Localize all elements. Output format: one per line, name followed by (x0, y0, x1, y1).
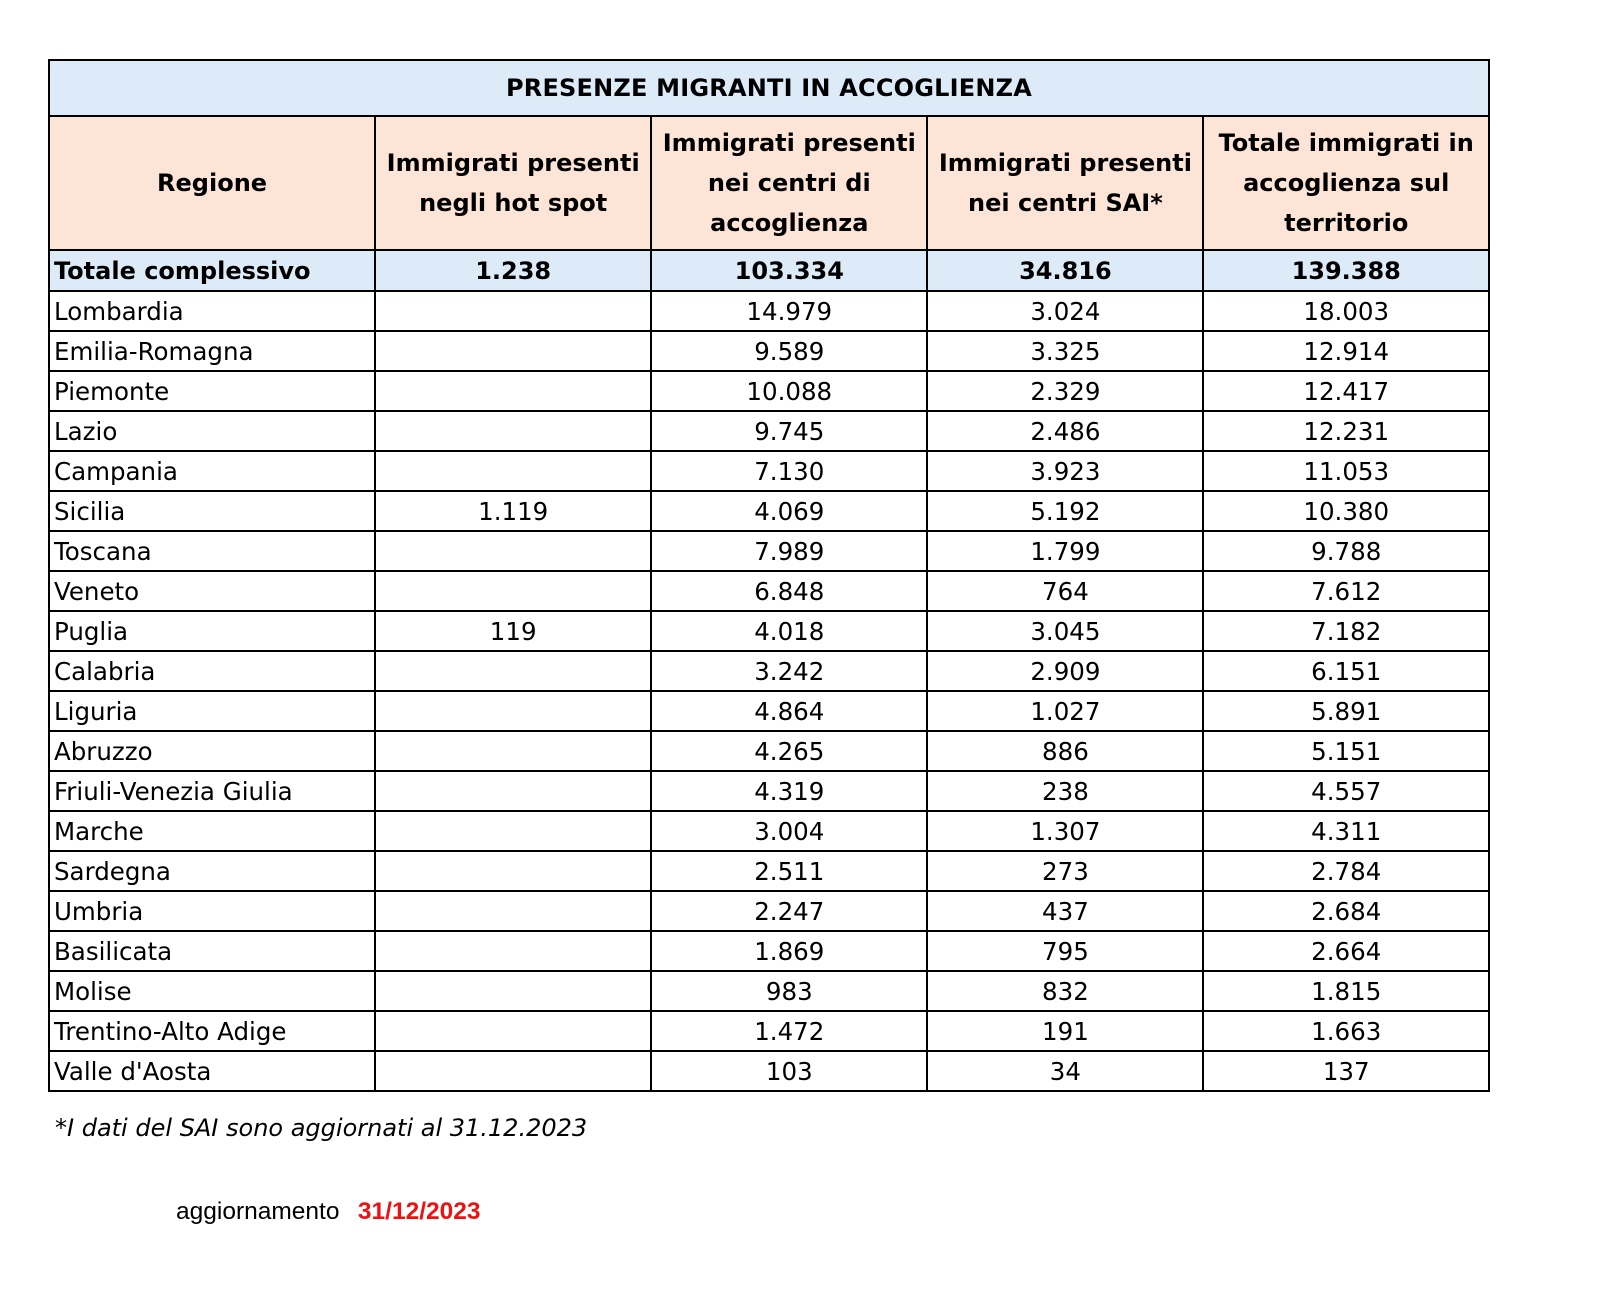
cell-hotspot (375, 971, 651, 1011)
total-hotspot: 1.238 (375, 250, 651, 291)
cell-totale: 1.815 (1203, 971, 1489, 1011)
cell-sai: 238 (927, 771, 1203, 811)
total-label: Totale complessivo (49, 250, 375, 291)
cell-centri: 4.069 (651, 491, 927, 531)
cell-regione: Umbria (49, 891, 375, 931)
cell-totale: 18.003 (1203, 291, 1489, 331)
table-body (49, 250, 1489, 1091)
cell-regione: Abruzzo (49, 731, 375, 771)
cell-regione: Trentino-Alto Adige (49, 1011, 375, 1051)
cell-totale: 6.151 (1203, 651, 1489, 691)
footnote: *I dati del SAI sono aggiornati al 31.12.2023 (55, 1114, 588, 1142)
cell-centri: 2.247 (651, 891, 927, 931)
migrants-table (48, 59, 1490, 1092)
cell-centri: 4.319 (651, 771, 927, 811)
cell-sai: 1.307 (927, 811, 1203, 851)
cell-sai: 3.923 (927, 451, 1203, 491)
cell-sai: 5.192 (927, 491, 1203, 531)
cell-sai: 2.486 (927, 411, 1203, 451)
cell-centri: 6.848 (651, 571, 927, 611)
cell-sai: 273 (927, 851, 1203, 891)
cell-centri: 10.088 (651, 371, 927, 411)
table-row (49, 651, 1489, 691)
cell-hotspot (375, 691, 651, 731)
header-regione: Regione (49, 116, 375, 250)
cell-regione: Calabria (49, 651, 375, 691)
cell-hotspot (375, 531, 651, 571)
cell-centri: 9.589 (651, 331, 927, 371)
cell-totale: 10.380 (1203, 491, 1489, 531)
header-hotspot: Immigrati presenti negli hot spot (375, 116, 651, 250)
cell-hotspot (375, 851, 651, 891)
cell-regione: Toscana (49, 531, 375, 571)
header-centri-sai: Immigrati presenti nei centri SAI* (927, 116, 1203, 250)
cell-hotspot (375, 931, 651, 971)
cell-hotspot (375, 411, 651, 451)
cell-regione: Basilicata (49, 931, 375, 971)
cell-hotspot (375, 1011, 651, 1051)
cell-hotspot (375, 571, 651, 611)
cell-totale: 7.612 (1203, 571, 1489, 611)
cell-hotspot: 1.119 (375, 491, 651, 531)
cell-hotspot (375, 331, 651, 371)
cell-sai: 1.799 (927, 531, 1203, 571)
table-row (49, 691, 1489, 731)
cell-totale: 11.053 (1203, 451, 1489, 491)
table-row (49, 811, 1489, 851)
cell-hotspot (375, 451, 651, 491)
cell-sai: 191 (927, 1011, 1203, 1051)
table-row (49, 331, 1489, 371)
cell-regione: Piemonte (49, 371, 375, 411)
cell-totale: 5.151 (1203, 731, 1489, 771)
cell-centri: 3.242 (651, 651, 927, 691)
table-row (49, 1011, 1489, 1051)
update-label: aggiornamento (176, 1198, 340, 1225)
table-row (49, 771, 1489, 811)
cell-regione: Marche (49, 811, 375, 851)
cell-hotspot (375, 651, 651, 691)
cell-centri: 14.979 (651, 291, 927, 331)
cell-regione: Sicilia (49, 491, 375, 531)
cell-regione: Sardegna (49, 851, 375, 891)
cell-hotspot (375, 811, 651, 851)
cell-totale: 1.663 (1203, 1011, 1489, 1051)
cell-hotspot: 119 (375, 611, 651, 651)
table-row (49, 491, 1489, 531)
cell-regione: Lombardia (49, 291, 375, 331)
cell-regione: Emilia-Romagna (49, 331, 375, 371)
cell-totale: 12.231 (1203, 411, 1489, 451)
cell-centri: 7.989 (651, 531, 927, 571)
table-row (49, 411, 1489, 451)
table-row (49, 371, 1489, 411)
cell-hotspot (375, 771, 651, 811)
cell-centri: 1.869 (651, 931, 927, 971)
cell-totale: 12.914 (1203, 331, 1489, 371)
table-row (49, 451, 1489, 491)
column-header-row (49, 116, 1489, 250)
cell-totale: 2.784 (1203, 851, 1489, 891)
cell-sai: 3.045 (927, 611, 1203, 651)
table-row (49, 851, 1489, 891)
cell-totale: 5.891 (1203, 691, 1489, 731)
table-row (49, 731, 1489, 771)
total-row (49, 250, 1489, 291)
header-centri-accoglienza: Immigrati presenti nei centri di accoglienza (651, 116, 927, 250)
cell-sai: 3.024 (927, 291, 1203, 331)
cell-sai: 1.027 (927, 691, 1203, 731)
cell-centri: 9.745 (651, 411, 927, 451)
cell-sai: 2.329 (927, 371, 1203, 411)
cell-totale: 7.182 (1203, 611, 1489, 651)
cell-centri: 2.511 (651, 851, 927, 891)
cell-regione: Puglia (49, 611, 375, 651)
cell-sai: 34 (927, 1051, 1203, 1091)
cell-centri: 4.864 (651, 691, 927, 731)
table-row (49, 531, 1489, 571)
update-info (176, 1198, 481, 1226)
cell-regione: Molise (49, 971, 375, 1011)
cell-hotspot (375, 891, 651, 931)
cell-totale: 4.557 (1203, 771, 1489, 811)
cell-centri: 4.265 (651, 731, 927, 771)
cell-hotspot (375, 731, 651, 771)
cell-centri: 1.472 (651, 1011, 927, 1051)
update-date: 31/12/2023 (357, 1198, 481, 1225)
cell-totale: 4.311 (1203, 811, 1489, 851)
cell-sai: 3.325 (927, 331, 1203, 371)
table-row (49, 611, 1489, 651)
cell-centri: 983 (651, 971, 927, 1011)
cell-totale: 137 (1203, 1051, 1489, 1091)
total-centri: 103.334 (651, 250, 927, 291)
cell-sai: 2.909 (927, 651, 1203, 691)
cell-sai: 795 (927, 931, 1203, 971)
table-title-row (49, 60, 1489, 116)
table-row (49, 571, 1489, 611)
cell-totale: 12.417 (1203, 371, 1489, 411)
cell-centri: 3.004 (651, 811, 927, 851)
cell-sai: 886 (927, 731, 1203, 771)
table-row (49, 971, 1489, 1011)
cell-centri: 4.018 (651, 611, 927, 651)
cell-totale: 9.788 (1203, 531, 1489, 571)
table-row (49, 1051, 1489, 1091)
cell-regione: Lazio (49, 411, 375, 451)
cell-totale: 2.684 (1203, 891, 1489, 931)
table-row (49, 931, 1489, 971)
table-row (49, 891, 1489, 931)
total-sai: 34.816 (927, 250, 1203, 291)
cell-regione: Veneto (49, 571, 375, 611)
cell-regione: Campania (49, 451, 375, 491)
cell-regione: Friuli-Venezia Giulia (49, 771, 375, 811)
cell-sai: 764 (927, 571, 1203, 611)
cell-sai: 437 (927, 891, 1203, 931)
cell-hotspot (375, 371, 651, 411)
cell-totale: 2.664 (1203, 931, 1489, 971)
cell-hotspot (375, 1051, 651, 1091)
cell-regione: Valle d'Aosta (49, 1051, 375, 1091)
table-title: PRESENZE MIGRANTI IN ACCOGLIENZA (49, 60, 1489, 116)
cell-sai: 832 (927, 971, 1203, 1011)
cell-centri: 103 (651, 1051, 927, 1091)
cell-regione: Liguria (49, 691, 375, 731)
cell-centri: 7.130 (651, 451, 927, 491)
table-row (49, 291, 1489, 331)
header-totale: Totale immigrati in accoglienza sul territorio (1203, 116, 1489, 250)
total-totale: 139.388 (1203, 250, 1489, 291)
cell-hotspot (375, 291, 651, 331)
